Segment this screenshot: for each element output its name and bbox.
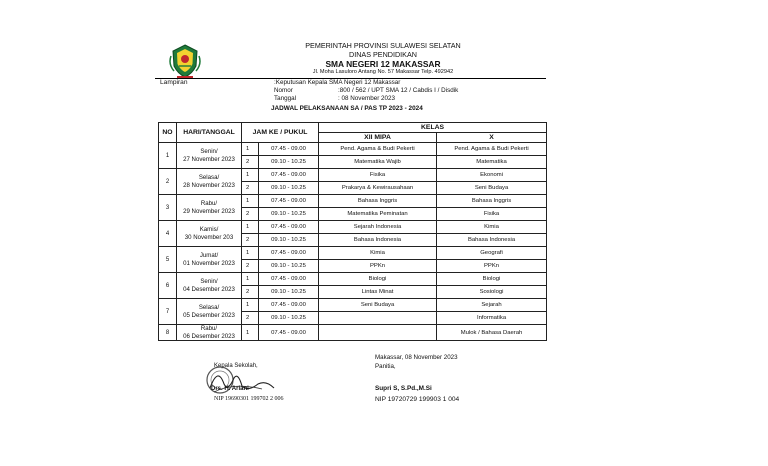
day-date: 27 November 2023 [183, 155, 235, 163]
decree-date-value: : 08 November 2023 [338, 95, 396, 102]
cell-pukul: 09.10 - 10.25 [259, 234, 319, 247]
cell-x: Pend. Agama & Budi Pekerti [437, 143, 547, 156]
letterhead-province: PEMERINTAH PROVINSI SULAWESI SELATAN [305, 41, 461, 50]
cell-jam-ke: 1 [242, 143, 259, 156]
province-emblem-icon [168, 42, 202, 80]
day-name: Rabu/ [200, 325, 218, 332]
table-header-row [159, 123, 547, 133]
day-name: Selasa/ [198, 303, 220, 311]
header-kelas: KELAS [319, 123, 547, 133]
day-date: 01 November 2023 [183, 259, 235, 267]
decree-date [274, 96, 395, 102]
cell-xii-mipa [319, 312, 437, 325]
decree-title: :Keputusan Kepala SMA Negeri 12 Makassar [274, 79, 401, 86]
cell-jam-ke: 1 [242, 247, 259, 260]
committee-nip: NIP 19720729 199903 1 004 [375, 396, 460, 403]
schedule-body [159, 143, 547, 341]
cell-x: Ekonomi [437, 169, 547, 182]
letterhead-address: Jl. Moha Lasuloro Antang No. 57 Makassar Telp. 492942 [312, 69, 454, 75]
day-name: Senin/ [200, 277, 218, 285]
day-name: Rabu/ [200, 199, 218, 207]
cell-hari-tanggal [177, 143, 242, 169]
cell-pukul: 07.45 - 09.00 [259, 143, 319, 156]
cell-x: Mulok / Bahasa Daerah [437, 325, 547, 341]
cell-xii-mipa: Pend. Agama & Budi Pekerti [319, 143, 437, 156]
day-date: 29 November 2023 [183, 207, 235, 215]
cell-xii-mipa: Matematika Wajib [319, 156, 437, 169]
cell-jam-ke: 2 [242, 234, 259, 247]
cell-xii-mipa: PPKn [319, 260, 437, 273]
cell-pukul: 07.45 - 09.00 [259, 195, 319, 208]
table-row [159, 247, 547, 260]
header-hari-tanggal: HARI/TANGGAL [177, 123, 242, 143]
cell-no: 2 [159, 169, 177, 195]
cell-jam-ke: 1 [242, 273, 259, 286]
cell-pukul: 07.45 - 09.00 [259, 247, 319, 260]
decree-number-label: Nomor [274, 87, 293, 94]
cell-xii-mipa: Fisika [319, 169, 437, 182]
cell-pukul: 09.10 - 10.25 [259, 312, 319, 325]
table-row [159, 143, 547, 156]
cell-x: Matematika [437, 156, 547, 169]
cell-pukul: 07.45 - 09.00 [259, 221, 319, 234]
cell-xii-mipa: Kimia [319, 247, 437, 260]
cell-xii-mipa: Bahasa Inggris [319, 195, 437, 208]
day-date: 05 Desember 2023 [183, 311, 235, 319]
cell-pukul: 07.45 - 09.00 [259, 325, 319, 341]
cell-xii-mipa: Bahasa Indonesia [319, 234, 437, 247]
cell-x: PPKn [437, 260, 547, 273]
cell-jam-ke: 1 [242, 221, 259, 234]
table-row [159, 273, 547, 286]
cell-x: Bahasa Indonesia [437, 234, 547, 247]
day-name: Kamis/ [199, 225, 219, 233]
letterhead-agency: DINAS PENDIDIKAN [349, 50, 417, 59]
header-no: NO [159, 123, 177, 143]
cell-hari-tanggal [177, 221, 242, 247]
committee-name: Supri S, S.Pd.,M.Si [375, 385, 432, 392]
principal-nip: NIP 19690301 199702 2 006 [214, 396, 284, 402]
cell-x: Sosiologi [437, 286, 547, 299]
cell-x: Biologi [437, 273, 547, 286]
cell-no: 8 [159, 325, 177, 341]
cell-no: 7 [159, 299, 177, 325]
cell-pukul: 09.10 - 10.25 [259, 208, 319, 221]
cell-x: Seni Budaya [437, 182, 547, 195]
cell-jam-ke: 1 [242, 195, 259, 208]
cell-x: Bahasa Inggris [437, 195, 547, 208]
cell-xii-mipa: Lintas Minat [319, 286, 437, 299]
day-date: 04 Desember 2023 [183, 285, 235, 293]
schedule-title: JADWAL PELAKSANAAN SA / PAS TP 2023 - 2024 [271, 105, 423, 112]
cell-xii-mipa: Biologi [319, 273, 437, 286]
cell-jam-ke: 2 [242, 156, 259, 169]
cell-x: Informatika [437, 312, 547, 325]
day-date: 28 November 2023 [183, 181, 235, 189]
cell-no: 5 [159, 247, 177, 273]
cell-pukul: 07.45 - 09.00 [259, 299, 319, 312]
cell-hari-tanggal [177, 299, 242, 325]
cell-jam-ke: 1 [242, 299, 259, 312]
header-jam-pukul: JAM KE / PUKUL [242, 123, 319, 143]
cell-jam-ke: 1 [242, 169, 259, 182]
cell-jam-ke: 2 [242, 260, 259, 273]
cell-x: Kimia [437, 221, 547, 234]
table-row [159, 195, 547, 208]
cell-xii-mipa [319, 325, 437, 341]
lampiran-label: Lampiran [160, 79, 188, 86]
table-row [159, 221, 547, 234]
day-name: Selasa/ [198, 173, 220, 181]
cell-pukul: 09.10 - 10.25 [259, 156, 319, 169]
cell-xii-mipa: Prakarya & Kewirausahaan [319, 182, 437, 195]
header-xii-mipa: XII MIPA [319, 133, 437, 143]
letterhead-school: SMA NEGERI 12 MAKASSAR [325, 59, 441, 69]
cell-hari-tanggal [177, 195, 242, 221]
principal-name: Drs. H. Ariani [211, 386, 249, 392]
day-name: Jumat/ [199, 251, 219, 259]
cell-jam-ke: 2 [242, 208, 259, 221]
cell-xii-mipa: Sejarah Indonesia [319, 221, 437, 234]
table-row [159, 169, 547, 182]
schedule-table [158, 122, 547, 341]
table-row [159, 325, 547, 341]
cell-no: 6 [159, 273, 177, 299]
cell-no: 1 [159, 143, 177, 169]
decree-number-value: :800 / 562 / UPT SMA 12 / Cabdis I / Disdik [338, 87, 459, 94]
day-date: 06 Desember 2023 [183, 332, 235, 340]
cell-pukul: 07.45 - 09.00 [259, 169, 319, 182]
cell-x: Geografi [437, 247, 547, 260]
cell-pukul: 09.10 - 10.25 [259, 260, 319, 273]
cell-hari-tanggal [177, 169, 242, 195]
cell-x: Fisika [437, 208, 547, 221]
day-name: Senin/ [200, 147, 218, 155]
cell-pukul: 07.45 - 09.00 [259, 273, 319, 286]
cell-jam-ke: 2 [242, 286, 259, 299]
committee-place-date: Makassar, 08 November 2023 [375, 354, 458, 361]
cell-hari-tanggal [177, 325, 242, 341]
cell-pukul: 09.10 - 10.25 [259, 182, 319, 195]
cell-jam-ke: 2 [242, 182, 259, 195]
table-row [159, 299, 547, 312]
committee-role: Panitia, [375, 363, 396, 370]
cell-no: 4 [159, 221, 177, 247]
cell-xii-mipa: Seni Budaya [319, 299, 437, 312]
cell-hari-tanggal [177, 247, 242, 273]
cell-hari-tanggal [177, 273, 242, 299]
header-x: X [437, 133, 547, 143]
cell-x: Sejarah [437, 299, 547, 312]
day-date: 30 November 203 [184, 233, 234, 241]
cell-jam-ke: 2 [242, 312, 259, 325]
cell-xii-mipa: Matematika Peminatan [319, 208, 437, 221]
cell-pukul: 09.10 - 10.25 [259, 286, 319, 299]
decree-number [274, 88, 458, 94]
principal-title: Kepala Sekolah, [214, 363, 258, 369]
cell-no: 3 [159, 195, 177, 221]
cell-jam-ke: 1 [242, 325, 259, 341]
decree-date-label: Tanggal [274, 95, 297, 102]
